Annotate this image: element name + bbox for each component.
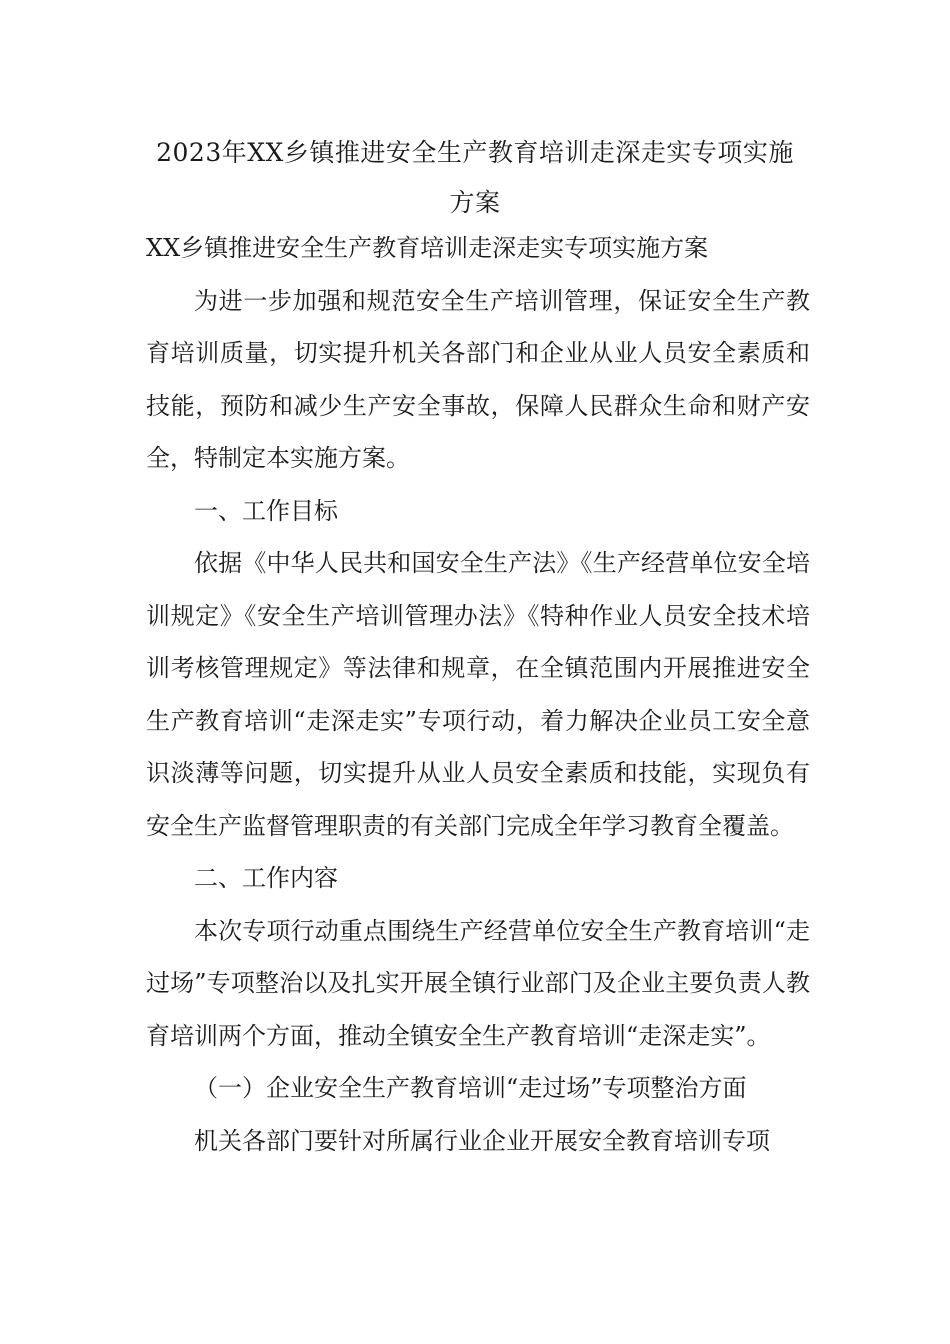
document-subtitle: XX乡镇推进安全生产教育培训走深走实专项实施方案	[146, 234, 709, 262]
subsection-heading-1: （一）企业安全生产教育培训“走过场”专项整治方面	[194, 1074, 747, 1102]
document-title	[140, 128, 810, 228]
paragraph-content: 本次专项行动重点围绕生产经营单位安全生产教育培训“走过场”专项整治以及扎实开展全镇行业部门及企业主要负责人教育培训两个方面，推动全镇安全生产教育培训“走深走实”。	[146, 916, 810, 1050]
paragraph-subsection-1: 机关各部门要针对所属行业企业开展安全教育培训专项	[194, 1126, 770, 1155]
section-heading-content: 二、工作内容	[194, 864, 338, 892]
section-heading-goals: 一、工作目标	[194, 496, 338, 525]
document-body	[146, 222, 810, 1167]
title-line-2: 方案	[449, 188, 501, 217]
paragraph-goals: 依据《中华人民共和国安全生产法》《生产经营单位安全培训规定》《安全生产培训管理办法》《特种作业人员安全技术培训考核管理规定》等法律和规章，在全镇范围内开展推进安全生产教育培训“走深走实”专项行动，着力解决企业员工安全意识淡薄等问题，切实提升从业人员安全素质和技能，实现负有安全生产监督管理职责的有关部门完成全年学习教育全覆盖。	[146, 549, 810, 840]
paragraph-intro: 为进一步加强和规范安全生产培训管理，保证安全生产教育培训质量，切实提升机关各部门和企业从业人员安全素质和技能，预防和减少生产安全事故，保障人民群众生命和财产安全，特制定本实施方案。	[146, 286, 810, 472]
title-line-1: 2023年XX乡镇推进安全生产教育培训走深走实专项实施	[156, 138, 794, 167]
